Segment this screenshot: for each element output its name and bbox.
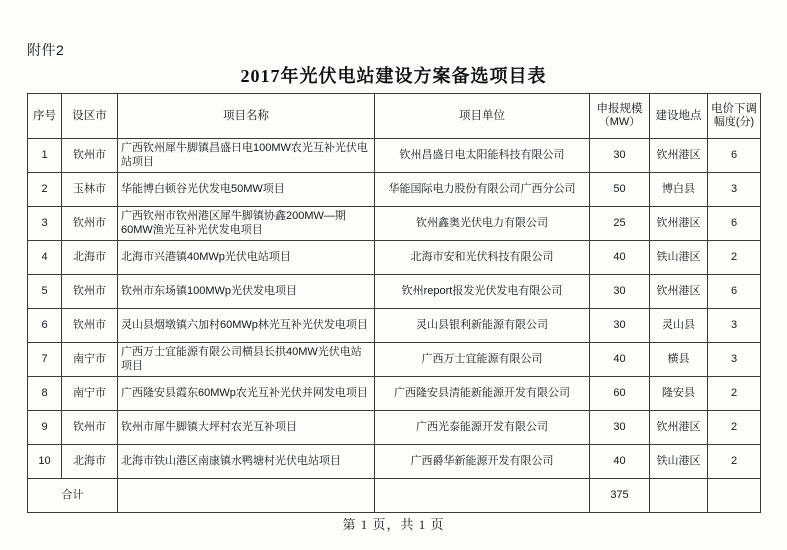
- cell-index: 5: [28, 275, 62, 309]
- cell-site: 钦州港区: [650, 275, 708, 309]
- cell-index: 6: [28, 309, 62, 343]
- cell-price: 3: [708, 309, 761, 343]
- cell-project-name: 广西万士宜能源有限公司横县长拱40MW光伏电站项目: [118, 343, 375, 377]
- cell-city: 钦州市: [62, 207, 118, 241]
- project-table-container: [27, 93, 760, 513]
- cell-project-unit: 华能国际电力股份有限公司广西分公司: [375, 173, 590, 207]
- cell-project-name: 灵山县烟墩镇六加村60MWp林光互补光伏发电项目: [118, 309, 375, 343]
- cell-project-unit: 广西光泰能源开发有限公司: [375, 411, 590, 445]
- cell-scale: 50: [590, 173, 650, 207]
- cell-project-name: 北海市铁山港区南康镇水鸭塘村光伏电站项目: [118, 445, 375, 479]
- column-header-project-name: 项目名称: [118, 94, 375, 139]
- cell-index: 4: [28, 241, 62, 275]
- column-header-scale-main: 申报规模: [596, 102, 643, 115]
- column-header-scale: [590, 94, 650, 139]
- column-header-price: [708, 94, 761, 139]
- project-table: [27, 93, 761, 513]
- cell-project-unit: 广西爵华新能源开发有限公司: [375, 445, 590, 479]
- table-row: [28, 309, 761, 343]
- cell-project-unit: 钦州report报发光伏发电有限公司: [375, 275, 590, 309]
- cell-city: 南宁市: [62, 343, 118, 377]
- cell-project-name: 广西钦州市钦州港区犀牛脚镇协鑫200MW—期60MW渔光互补光伏发电项目: [118, 207, 375, 241]
- cell-site: 横县: [650, 343, 708, 377]
- cell-price: 2: [708, 241, 761, 275]
- cell-index: 1: [28, 139, 62, 173]
- column-header-price-unit: 幅度(分): [713, 116, 755, 129]
- cell-site: 钦州港区: [650, 411, 708, 445]
- cell-site: 铁山港区: [650, 241, 708, 275]
- cell-project-name: 华能博白顿谷光伏发电50MW项目: [118, 173, 375, 207]
- cell-site: 钦州港区: [650, 207, 708, 241]
- cell-scale: 25: [590, 207, 650, 241]
- cell-project-unit: 钦州鑫奥光伏电力有限公司: [375, 207, 590, 241]
- cell-city: 北海市: [62, 241, 118, 275]
- cell-city: 北海市: [62, 445, 118, 479]
- cell-index: 10: [28, 445, 62, 479]
- table-row: [28, 411, 761, 445]
- cell-site: 灵山县: [650, 309, 708, 343]
- cell-city: 南宁市: [62, 377, 118, 411]
- total-spacer-site: [650, 479, 708, 513]
- column-header-city: 设区市: [62, 94, 118, 139]
- total-scale: 375: [590, 479, 650, 513]
- cell-project-name: 北海市兴港镇40MWp光伏电站项目: [118, 241, 375, 275]
- cell-scale: 30: [590, 275, 650, 309]
- page-footer: 第 1 页，共 1 页: [342, 517, 445, 532]
- column-header-scale-unit: （MW）: [598, 116, 641, 129]
- cell-project-unit: 灵山县银利新能源有限公司: [375, 309, 590, 343]
- column-header-index: 序号: [28, 94, 62, 139]
- cell-project-unit: 广西隆安县清能新能源开发有限公司: [375, 377, 590, 411]
- cell-scale: 60: [590, 377, 650, 411]
- cell-city: 钦州市: [62, 411, 118, 445]
- cell-city: 钦州市: [62, 309, 118, 343]
- table-row: [28, 173, 761, 207]
- cell-project-unit: 广西万士宜能源有限公司: [375, 343, 590, 377]
- cell-index: 8: [28, 377, 62, 411]
- cell-scale: 30: [590, 411, 650, 445]
- table-header: [28, 94, 761, 139]
- cell-city: 钦州市: [62, 139, 118, 173]
- cell-project-unit: 钦州昌盛日电太阳能科技有限公司: [375, 139, 590, 173]
- cell-price: 3: [708, 173, 761, 207]
- cell-index: 3: [28, 207, 62, 241]
- column-header-price-main: 电价下调: [711, 102, 757, 115]
- table-row: [28, 377, 761, 411]
- cell-index: 7: [28, 343, 62, 377]
- table-row: [28, 343, 761, 377]
- cell-price: 6: [708, 139, 761, 173]
- cell-project-unit: 北海市安和光伏科技有限公司: [375, 241, 590, 275]
- cell-project-name: 钦州市犀牛脚镇大坪村农光互补项目: [118, 411, 375, 445]
- cell-price: 3: [708, 343, 761, 377]
- table-row: [28, 445, 761, 479]
- cell-project-name: 广西隆安县霞东60MWp农光互补光伏并网发电项目: [118, 377, 375, 411]
- page-title: 2017年光伏电站建设方案备选项目表: [240, 66, 547, 86]
- attachment-label: 附件2: [27, 42, 65, 58]
- cell-price: 6: [708, 207, 761, 241]
- cell-price: 2: [708, 377, 761, 411]
- cell-price: 2: [708, 411, 761, 445]
- cell-project-name: 钦州市东场镇100MWp光伏发电项目: [118, 275, 375, 309]
- total-spacer-project-name: [118, 479, 375, 513]
- table-row: [28, 139, 761, 173]
- cell-site: 博白县: [650, 173, 708, 207]
- table-body: [28, 139, 761, 513]
- cell-city: 钦州市: [62, 275, 118, 309]
- cell-index: 2: [28, 173, 62, 207]
- cell-scale: 30: [590, 139, 650, 173]
- cell-scale: 40: [590, 445, 650, 479]
- cell-project-name: 广西钦州犀牛脚镇昌盛日电100MW农光互补光伏电站项目: [118, 139, 375, 173]
- cell-site: 铁山港区: [650, 445, 708, 479]
- cell-price: 2: [708, 445, 761, 479]
- cell-scale: 40: [590, 241, 650, 275]
- table-header-row: [28, 94, 761, 139]
- total-spacer-price: [708, 479, 761, 513]
- total-label: 合计: [28, 479, 118, 513]
- column-header-project-unit: 项目单位: [375, 94, 590, 139]
- table-row: [28, 241, 761, 275]
- cell-scale: 30: [590, 309, 650, 343]
- total-spacer-project-unit: [375, 479, 590, 513]
- cell-index: 9: [28, 411, 62, 445]
- cell-price: 6: [708, 275, 761, 309]
- cell-site: 隆安县: [650, 377, 708, 411]
- table-row: [28, 275, 761, 309]
- cell-site: 钦州港区: [650, 139, 708, 173]
- table-total-row: [28, 479, 761, 513]
- cell-city: 玉林市: [62, 173, 118, 207]
- column-header-site: 建设地点: [650, 94, 708, 139]
- table-row: [28, 207, 761, 241]
- cell-scale: 40: [590, 343, 650, 377]
